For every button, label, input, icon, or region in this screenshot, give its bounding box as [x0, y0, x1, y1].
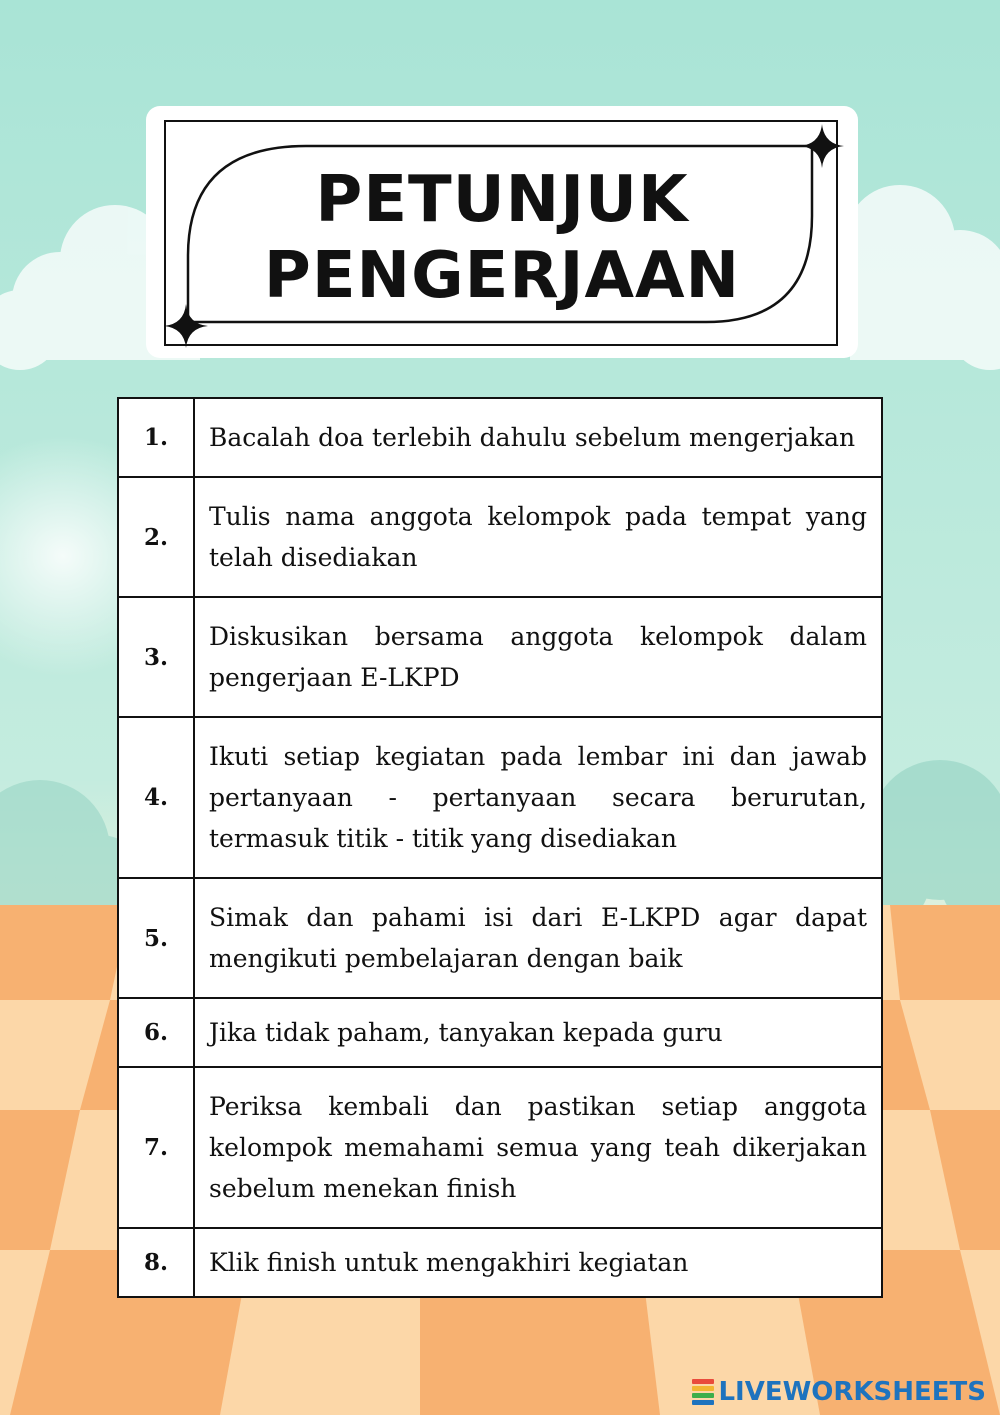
step-number: 2. — [118, 477, 194, 597]
title-line-1: PETUNJUK — [315, 163, 689, 237]
step-number: 3. — [118, 597, 194, 717]
title-line-2: PENGERJAAN — [263, 239, 741, 313]
instructions-table — [117, 397, 883, 1298]
table-row — [118, 477, 882, 597]
table-row — [118, 597, 882, 717]
step-number: 1. — [118, 398, 194, 477]
watermark-text: LIVEWORKSHEETS — [718, 1377, 986, 1407]
table-row — [118, 398, 882, 477]
table-row — [118, 1067, 882, 1228]
step-text: Simak dan pahami isi dari E-LKPD agar dapat mengikuti pembelajaran dengan baik — [194, 878, 882, 998]
table-row — [118, 998, 882, 1067]
step-text: Jika tidak paham, tanyakan kepada guru — [194, 998, 882, 1067]
step-text: Tulis nama anggota kelompok pada tempat yang telah disediakan — [194, 477, 882, 597]
step-text: Ikuti setiap kegiatan pada lembar ini dan jawab pertanyaan - pertanyaan secara berurutan, termasuk titik - titik yang disediakan — [194, 717, 882, 878]
step-text: Klik finish untuk mengakhiri kegiatan — [194, 1228, 882, 1297]
step-text: Bacalah doa terlebih dahulu sebelum mengerjakan — [194, 398, 882, 477]
liveworksheets-logo-icon — [692, 1379, 714, 1405]
step-number: 5. — [118, 878, 194, 998]
step-text: Periksa kembali dan pastikan setiap anggota kelompok memahami semua yang teah dikerjakan sebelum menekan finish — [194, 1067, 882, 1228]
table-row — [118, 878, 882, 998]
table-row — [118, 717, 882, 878]
title-card — [146, 106, 858, 358]
step-text: Diskusikan bersama anggota kelompok dalam pengerjaan E-LKPD — [194, 597, 882, 717]
table-row — [118, 1228, 882, 1297]
step-number: 4. — [118, 717, 194, 878]
step-number: 6. — [118, 998, 194, 1067]
liveworksheets-watermark[interactable] — [692, 1377, 986, 1407]
step-number: 7. — [118, 1067, 194, 1228]
page-title — [146, 162, 858, 314]
step-number: 8. — [118, 1228, 194, 1297]
